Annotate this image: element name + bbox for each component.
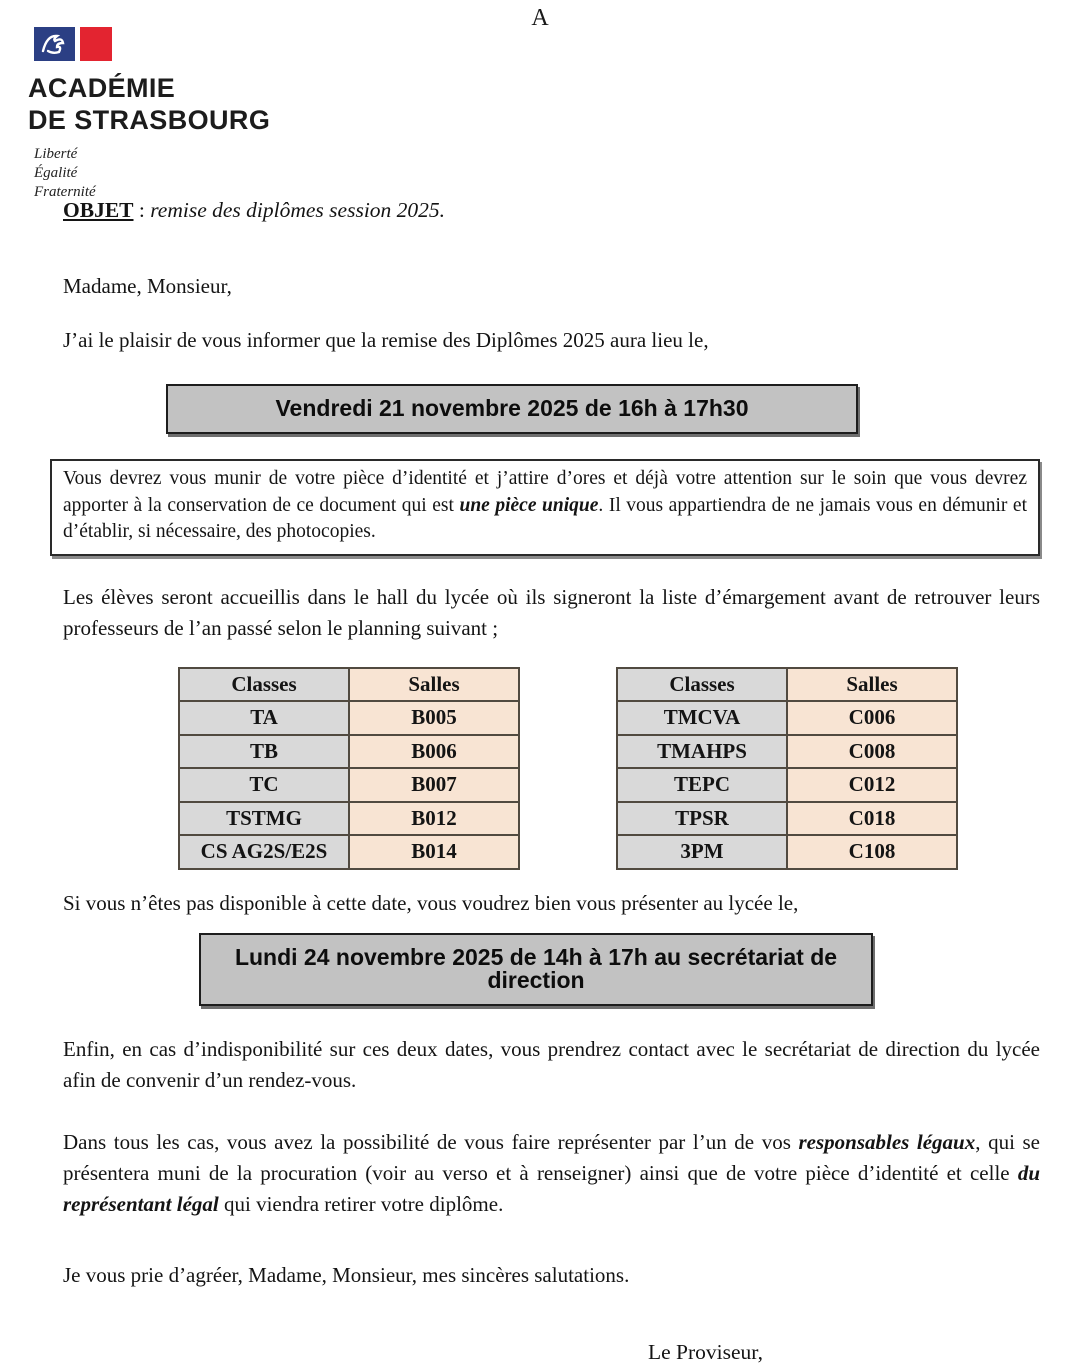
table-cell: TC bbox=[179, 768, 349, 802]
text-segment: , qui se présentera muni de la procuration (voir au verso et à renseigner) ainsi que de votre pièce d’identité et celle bbox=[63, 1129, 1041, 1185]
subject-separator: : bbox=[133, 198, 151, 222]
representation-paragraph bbox=[63, 1127, 1040, 1220]
subject-label: OBJET bbox=[63, 198, 134, 222]
text-segment: du représentant légal bbox=[63, 1160, 1040, 1216]
text-segment: qui viendra retirer votre diplôme. bbox=[218, 1191, 504, 1216]
org-name-line2: DE STRASBOURG bbox=[28, 105, 271, 135]
table-cell: TMCVA bbox=[617, 701, 787, 735]
table-header-row bbox=[179, 668, 519, 702]
table-cell: TB bbox=[179, 735, 349, 769]
table-row bbox=[617, 835, 957, 869]
table-row bbox=[179, 835, 519, 869]
table-cell: TEPC bbox=[617, 768, 787, 802]
subject-text: remise des diplômes session 2025. bbox=[150, 198, 446, 222]
table-header-cell: Salles bbox=[787, 668, 957, 702]
table-header-cell: Classes bbox=[617, 668, 787, 702]
table-cell: B005 bbox=[349, 701, 519, 735]
motto-liberte: Liberté bbox=[34, 146, 78, 162]
intro-paragraph: J’ai le plaisir de vous informer que la remise des Diplômes 2025 aura lieu le, bbox=[63, 328, 709, 352]
text-segment: Vous devrez vous munir de votre pièce d’identité et j’attire d’ores et déjà votre attention sur le soin que vous devrez apporter à la conservation de ce document qui est bbox=[63, 468, 1027, 516]
table-cell: CS AG2S/E2S bbox=[179, 835, 349, 869]
table-row bbox=[617, 701, 957, 735]
table-cell: 3PM bbox=[617, 835, 787, 869]
table-row bbox=[179, 735, 519, 769]
table-cell: C108 bbox=[787, 835, 957, 869]
signature-line: Le Proviseur, bbox=[648, 1339, 763, 1364]
fallback-paragraph: Enfin, en cas d’indisponibilité sur ces deux dates, vous prendrez contact avec le secrétariat de direction du lycée afin de convenir d’un rendez-vous. bbox=[63, 1036, 1040, 1092]
table-cell: TSTMG bbox=[179, 802, 349, 836]
table-row bbox=[617, 802, 957, 836]
table-cell: B012 bbox=[349, 802, 519, 836]
table-cell: TA bbox=[179, 701, 349, 735]
text-segment: une pièce unique bbox=[459, 494, 599, 516]
motto-fraternite: Fraternité bbox=[34, 184, 96, 200]
first-date-banner: Vendredi 21 novembre 2025 de 16h à 17h30 bbox=[166, 384, 858, 434]
table-cell: C008 bbox=[787, 735, 957, 769]
identity-notice-box bbox=[50, 459, 1040, 556]
table-cell: TPSR bbox=[617, 802, 787, 836]
page-corner-label: A bbox=[531, 5, 549, 31]
table-row bbox=[617, 735, 957, 769]
letter-body bbox=[63, 0, 1040, 1368]
planning-intro-paragraph: Les élèves seront accueillis dans le hall du lycée où ils signeront la liste d’émargement avant de retrouver leurs professeurs de l’an passé selon le planning suivant ; bbox=[63, 584, 1040, 640]
table-cell: TMAHPS bbox=[617, 735, 787, 769]
table-cell: C006 bbox=[787, 701, 957, 735]
text-segment: responsables légaux bbox=[798, 1129, 976, 1154]
table-row bbox=[179, 768, 519, 802]
salutation: Madame, Monsieur, bbox=[63, 274, 232, 298]
planning-table-right bbox=[616, 667, 958, 870]
motto-egalite: Égalité bbox=[34, 165, 78, 181]
subject-line bbox=[63, 195, 1040, 226]
planning-table-left bbox=[178, 667, 520, 870]
org-name-line1: ACADÉMIE bbox=[28, 73, 176, 103]
table-cell: C012 bbox=[787, 768, 957, 802]
table-row bbox=[617, 768, 957, 802]
table-header-cell: Salles bbox=[349, 668, 519, 702]
table-cell: B006 bbox=[349, 735, 519, 769]
unavailable-paragraph: Si vous n’êtes pas disponible à cette date, vous voudrez bien vous présenter au lycée le, bbox=[63, 890, 799, 915]
table-header-cell: Classes bbox=[179, 668, 349, 702]
table-row bbox=[179, 701, 519, 735]
table-header-row bbox=[617, 668, 957, 702]
text-segment: Dans tous les cas, vous avez la possibilité de vous faire représenter par l’un de vos bbox=[63, 1129, 799, 1154]
table-cell: B007 bbox=[349, 768, 519, 802]
room-planning-tables bbox=[63, 667, 1040, 870]
table-row bbox=[179, 802, 519, 836]
text-segment: . Il vous appartiendra de ne jamais vous en démunir et d’établir, si nécessaire, des photocopies. bbox=[63, 494, 1027, 542]
second-date-banner: Lundi 24 novembre 2025 de 14h à 17h au secrétariat de direction bbox=[199, 933, 873, 1006]
table-cell: B014 bbox=[349, 835, 519, 869]
table-cell: C018 bbox=[787, 802, 957, 836]
closing-paragraph: Je vous prie d’agréer, Madame, Monsieur, mes sincères salutations. bbox=[63, 1262, 630, 1287]
